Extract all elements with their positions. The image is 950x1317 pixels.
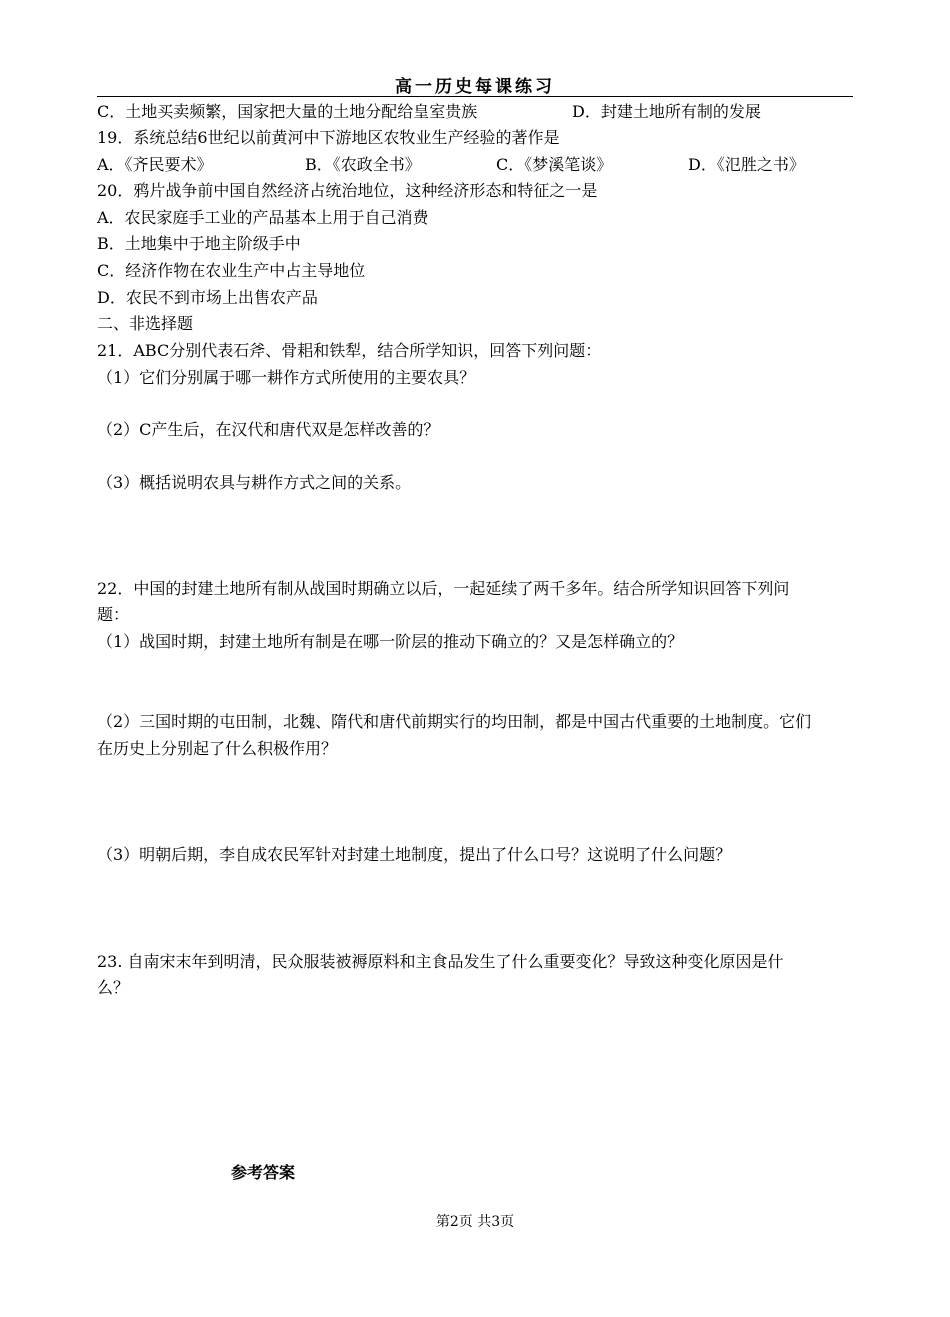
q22-stem-line1: 22．中国的封建土地所有制从战国时期确立以后，一起延续了两千多年。结合所学知识回答下列问 <box>97 579 790 598</box>
q21-part1: （1）它们分别属于哪一耕作方式所使用的主要农具？ <box>97 368 476 387</box>
q20-stem: 20．鸦片战争前中国自然经济占统治地位，这种经济形态和特征之一是 <box>97 181 598 200</box>
q23-line2: 么？ <box>97 978 130 997</box>
q22-part1: （1）战国时期，封建土地所有制是在哪一阶层的推动下确立的？又是怎样确立的？ <box>97 632 684 651</box>
q21-part3: （3）概括说明农具与耕作方式之间的关系。 <box>97 473 412 492</box>
q18-option-c: C．土地买卖频繁，国家把大量的土地分配给皇室贵族 <box>97 102 478 121</box>
q23-line1: 23. 自南宋末年到明清，民众服装被褥原料和主食品发生了什么重要变化？导致这种变化原因是什 <box>97 952 784 971</box>
q22-part2-line2: 在历史上分别起了什么积极作用？ <box>97 739 338 758</box>
q19-stem: 19．系统总结6世纪以前黄河中下游地区农牧业生产经验的著作是 <box>97 128 560 147</box>
q22-stem-line2: 题： <box>97 605 130 624</box>
q20-option-a: A．农民家庭手工业的产品基本上用于自己消费 <box>97 208 429 227</box>
q18-option-d: D．封建土地所有制的发展 <box>572 102 761 121</box>
section-title: 二、非选择题 <box>97 314 194 333</box>
q19-option-c: C．《梦溪笔谈》 <box>496 155 613 174</box>
q19-option-d: D．《氾胜之书》 <box>688 155 805 174</box>
page-header-title: 高一历史每课练习 <box>395 77 555 97</box>
header-divider <box>97 96 853 97</box>
q20-option-d: D．农民不到市场上出售农产品 <box>97 288 318 307</box>
q22-part2-line1: （2）三国时期的屯田制，北魏、隋代和唐代前期实行的均田制，都是中国古代重要的土地制度。它们 <box>97 712 812 731</box>
q21-stem: 21．ABC分别代表石斧、骨耜和铁犁，结合所学知识，回答下列问题： <box>97 341 602 360</box>
page-number: 第2页 共3页 <box>435 1214 515 1230</box>
q20-option-c: C．经济作物在农业生产中占主导地位 <box>97 261 366 280</box>
q22-part3: （3）明朝后期，李自成农民军针对封建土地制度，提出了什么口号？这说明了什么问题？ <box>97 845 732 864</box>
q21-part2: （2）C产生后，在汉代和唐代双是怎样改善的？ <box>97 420 440 439</box>
q19-option-b: B．《农政全书》 <box>305 155 421 174</box>
answers-title: 参考答案 <box>231 1163 296 1182</box>
q19-option-a: A．《齐民要术》 <box>97 155 213 174</box>
q20-option-b: B．土地集中于地主阶级手中 <box>97 234 301 253</box>
